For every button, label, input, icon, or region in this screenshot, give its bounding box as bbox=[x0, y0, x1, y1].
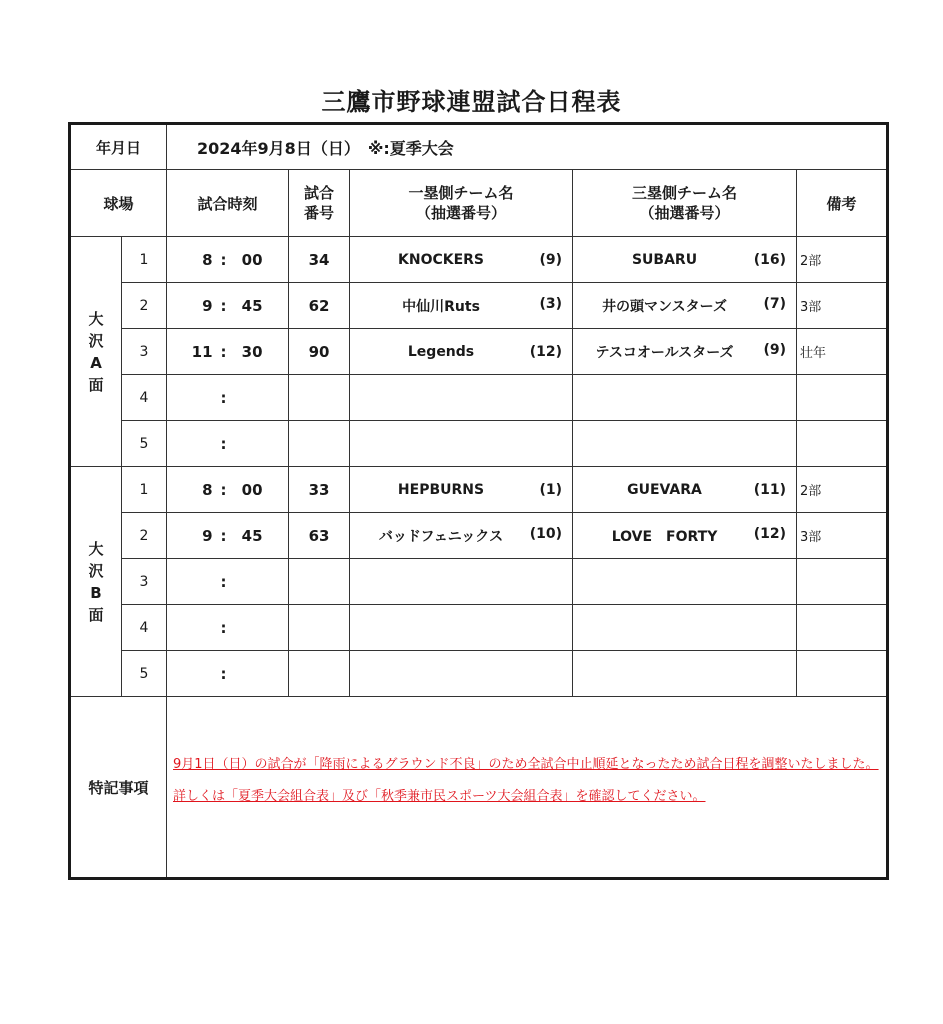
first-base-team bbox=[350, 605, 573, 651]
third-base-team bbox=[573, 651, 797, 697]
game-time: 8 : 00 bbox=[167, 467, 289, 513]
table-row bbox=[70, 237, 888, 283]
game-time: 9 : 45 bbox=[167, 283, 289, 329]
first-base-team bbox=[350, 651, 573, 697]
table-row bbox=[70, 421, 888, 467]
game-slot-number: 3 bbox=[122, 559, 167, 605]
table-row bbox=[70, 375, 888, 421]
header-game-number: 試合 番号 bbox=[289, 170, 350, 237]
first-base-team: バッドフェニックス (10) bbox=[350, 513, 573, 559]
game-number: 90 bbox=[289, 329, 350, 375]
game-note: 2部 bbox=[797, 467, 888, 513]
game-time: : bbox=[167, 421, 289, 467]
game-time: : bbox=[167, 375, 289, 421]
field-name bbox=[70, 467, 122, 697]
table-row bbox=[70, 329, 888, 375]
game-number bbox=[289, 559, 350, 605]
game-number: 34 bbox=[289, 237, 350, 283]
field-name-char: 大 bbox=[88, 539, 104, 558]
table-row bbox=[70, 651, 888, 697]
third-base-team bbox=[573, 375, 797, 421]
table-row bbox=[70, 283, 888, 329]
game-slot-number: 4 bbox=[122, 375, 167, 421]
field-name-char: 沢 bbox=[88, 331, 104, 350]
page-title: 三鷹市野球連盟試合日程表 bbox=[321, 88, 622, 116]
game-number bbox=[289, 421, 350, 467]
game-slot-number: 3 bbox=[122, 329, 167, 375]
special-note-line: 9月1日（日）の試合が「降雨によるグラウンド不良」のため全試合中止順延となったため試合日程を調整いたしました。 bbox=[173, 757, 879, 772]
game-note bbox=[797, 421, 888, 467]
field-name-char: 沢 bbox=[88, 561, 104, 580]
game-note bbox=[797, 375, 888, 421]
date-value: 2024年9月8日（日） ※:夏季大会 bbox=[167, 124, 888, 170]
third-base-team bbox=[573, 605, 797, 651]
game-slot-number: 5 bbox=[122, 651, 167, 697]
game-note bbox=[797, 651, 888, 697]
header-first-base-team: 一塁側チーム名 （抽選番号） bbox=[350, 170, 573, 237]
first-base-team bbox=[350, 421, 573, 467]
game-slot-number: 2 bbox=[122, 283, 167, 329]
game-note: 3部 bbox=[797, 513, 888, 559]
field-name-char: B bbox=[90, 583, 102, 602]
game-note: 2部 bbox=[797, 237, 888, 283]
third-base-team bbox=[573, 559, 797, 605]
table-row bbox=[70, 513, 888, 559]
first-base-team bbox=[350, 375, 573, 421]
game-number bbox=[289, 605, 350, 651]
third-base-team: テスコオールスターズ (9) bbox=[573, 329, 797, 375]
header-notes: 備考 bbox=[797, 170, 888, 237]
field-name-char: 面 bbox=[88, 605, 104, 624]
third-base-team: GUEVARA (11) bbox=[573, 467, 797, 513]
field-name-char: 面 bbox=[88, 375, 104, 394]
first-base-team bbox=[350, 559, 573, 605]
date-label: 年月日 bbox=[70, 124, 167, 170]
first-base-team: HEPBURNS (1) bbox=[350, 467, 573, 513]
special-notes-row bbox=[70, 697, 888, 879]
game-slot-number: 5 bbox=[122, 421, 167, 467]
third-base-team: LOVE FORTY (12) bbox=[573, 513, 797, 559]
game-number: 63 bbox=[289, 513, 350, 559]
game-note: 3部 bbox=[797, 283, 888, 329]
game-slot-number: 1 bbox=[122, 237, 167, 283]
game-number bbox=[289, 375, 350, 421]
third-base-team: SUBARU (16) bbox=[573, 237, 797, 283]
field-name-char: A bbox=[90, 353, 102, 372]
table-row bbox=[70, 467, 888, 513]
third-base-team bbox=[573, 421, 797, 467]
first-base-team: KNOCKERS (9) bbox=[350, 237, 573, 283]
game-slot-number: 4 bbox=[122, 605, 167, 651]
header-time: 試合時刻 bbox=[167, 170, 289, 237]
game-time: 8 : 00 bbox=[167, 237, 289, 283]
special-notes-content bbox=[167, 697, 888, 879]
third-base-team: 井の頭マンスターズ (7) bbox=[573, 283, 797, 329]
first-base-team: Legends (12) bbox=[350, 329, 573, 375]
game-time: 9 : 45 bbox=[167, 513, 289, 559]
header-field: 球場 bbox=[70, 170, 167, 237]
game-slot-number: 1 bbox=[122, 467, 167, 513]
first-base-team: 中仙川Ruts (3) bbox=[350, 283, 573, 329]
special-note-line: 詳しくは「夏季大会組合表」及び「秋季兼市民スポーツ大会組合表」を確認してください。 bbox=[173, 789, 706, 804]
game-number bbox=[289, 651, 350, 697]
game-note: 壮年 bbox=[797, 329, 888, 375]
table-row bbox=[70, 605, 888, 651]
field-name bbox=[70, 237, 122, 467]
game-slot-number: 2 bbox=[122, 513, 167, 559]
field-name-char: 大 bbox=[88, 309, 104, 328]
game-note bbox=[797, 559, 888, 605]
game-number: 33 bbox=[289, 467, 350, 513]
game-note bbox=[797, 605, 888, 651]
game-time: : bbox=[167, 605, 289, 651]
header-third-base-team: 三塁側チーム名 （抽選番号） bbox=[573, 170, 797, 237]
schedule-table bbox=[68, 122, 889, 880]
game-time: : bbox=[167, 559, 289, 605]
game-time: : bbox=[167, 651, 289, 697]
table-row bbox=[70, 559, 888, 605]
game-time: 11 : 30 bbox=[167, 329, 289, 375]
special-notes-label: 特記事項 bbox=[70, 697, 167, 879]
game-number: 62 bbox=[289, 283, 350, 329]
